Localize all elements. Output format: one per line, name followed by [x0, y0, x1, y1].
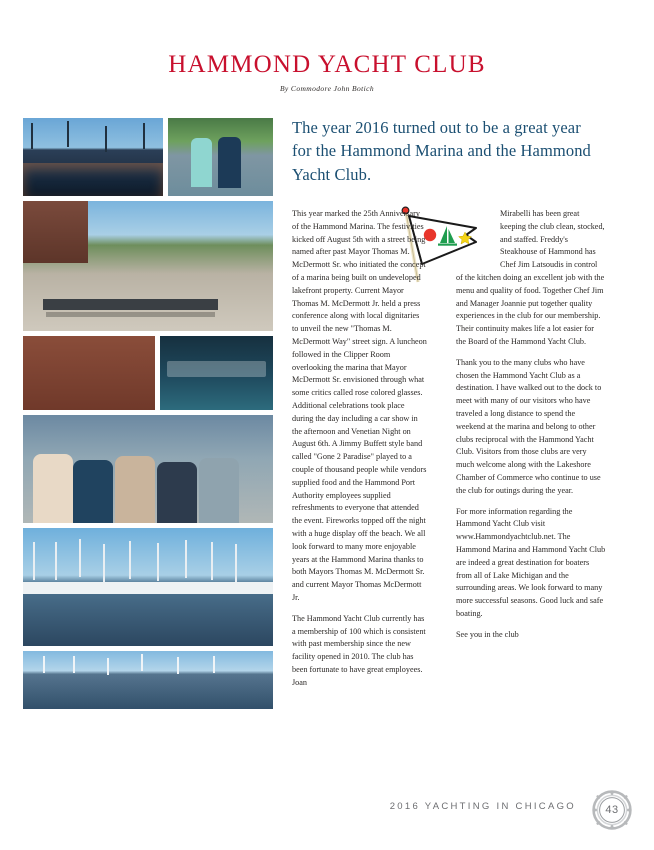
body-paragraph: Thank you to the many clubs who have chosen the Hammond Yacht Club as a destination. I have walked out to the dock to meet with many of our visitors who have traveled a long distance to spend the weekend at the marina and belong to other clubs reciprocal with the Hammond Yacht Club. Visitors from those clubs are very much welcome along with the Lakeshore Chamber of Commerce who continue to use the club for outings during the year.: [456, 357, 602, 495]
article-deck: The year 2016 turned out to be a great year for the Hammond Marina and the Hammond Yacht Club.: [292, 118, 591, 184]
burgee-text-wrap-spacer: [456, 208, 500, 270]
body-paragraph-text: Mirabelli has been great keeping the club clean, stocked, and staffed. Freddy's Steakhouse of Hammond has Chef Jim Latsoudis in control of the kitchen doing an excellent job with the menu and quality of food. Together Chef Jim and Manager Joannie put together quality experiences in the club for our membership. Their continuity makes life a lot easier for the Board of the Hammond Yacht Club.: [456, 209, 605, 346]
volunteers-at-registration-table-photo: [23, 201, 273, 331]
body-column-2: [456, 208, 606, 650]
publication-name: 2016 YACHTING IN CHICAGO: [389, 801, 576, 812]
photo-collage: [23, 118, 273, 714]
photo-row-3: [23, 336, 273, 410]
hammond-yacht-club-sign-photo: [160, 336, 273, 410]
page-number: 43: [605, 804, 619, 816]
brick-building-photo: [23, 336, 155, 410]
page-footer: [0, 788, 654, 828]
body-column-1: [292, 208, 427, 697]
group-of-members-photo: [23, 415, 273, 523]
body-paragraph: See you in the club: [456, 629, 519, 639]
page-number-porthole-badge: [592, 790, 632, 830]
body-paragraph-wrapping-burgee: [456, 208, 606, 349]
page-title: HAMMOND YACHT CLUB: [168, 51, 486, 78]
article-masthead: [0, 52, 654, 93]
photo-row-2: [23, 201, 273, 331]
marina-boats-photo: [23, 528, 273, 646]
couple-by-classic-car-photo: [168, 118, 273, 196]
byline: By Commodore John Botich: [279, 84, 375, 93]
dock-and-boats-photo: [23, 651, 273, 709]
body-paragraph: The Hammond Yacht Club currently has a membership of 100 which is consistent with past membership since the new facility opened in 2010. The club has been fortunate to have great employees. Joan: [292, 613, 426, 687]
photo-row-6: [23, 651, 273, 709]
photo-row-1: [23, 118, 273, 196]
sailboats-at-dusk-photo: [23, 118, 163, 196]
body-paragraph: For more information regarding the Hammond Yacht Club visit www.Hammondyachtclub.net. The Hammond Marina and Hammond Yacht Club are indeed a great destination for boaters from all of Lake Michigan and the surrounding areas. We look forward to many more successful seasons. Good luck and safe boating.: [456, 506, 606, 618]
photo-row-4: [23, 415, 273, 523]
photo-row-5: [23, 528, 273, 646]
body-paragraph: This year marked the 25th Anniversary of the Hammond Marina. The festivities kicked off August 5th with a street being named after past Mayor Thomas M. McDermott Sr. who initiated the concept of a marina being built on undeveloped lakefront property. Current Mayor Thomas M. McDermott Jr. held a press conference along with local dignitaries to unveil the new "Thomas M. McDermott Way" street sign. A luncheon followed in the Clipper Room overlooking the marina that Mayor McDermott Sr. envisioned through what some critics called rose colored glasses. Additional celebrations took place during the day including a car show in the afternoon and Venetian Night on August 6th. A Jimmy Buffett style band called "Gone 2 Paradise" played to a couple of thousand people while vendors supplied food and the Hammond Port Authority employees supplied refreshments to everyone that attended the event. Fireworks topped off the night with a huge display off the beach. We all look forward to many more enjoyable years at the Hammond Marina thanks to both Mayors Thomas M. McDermott Sr. and current Mayor Thomas McDermott Jr.: [292, 209, 427, 602]
